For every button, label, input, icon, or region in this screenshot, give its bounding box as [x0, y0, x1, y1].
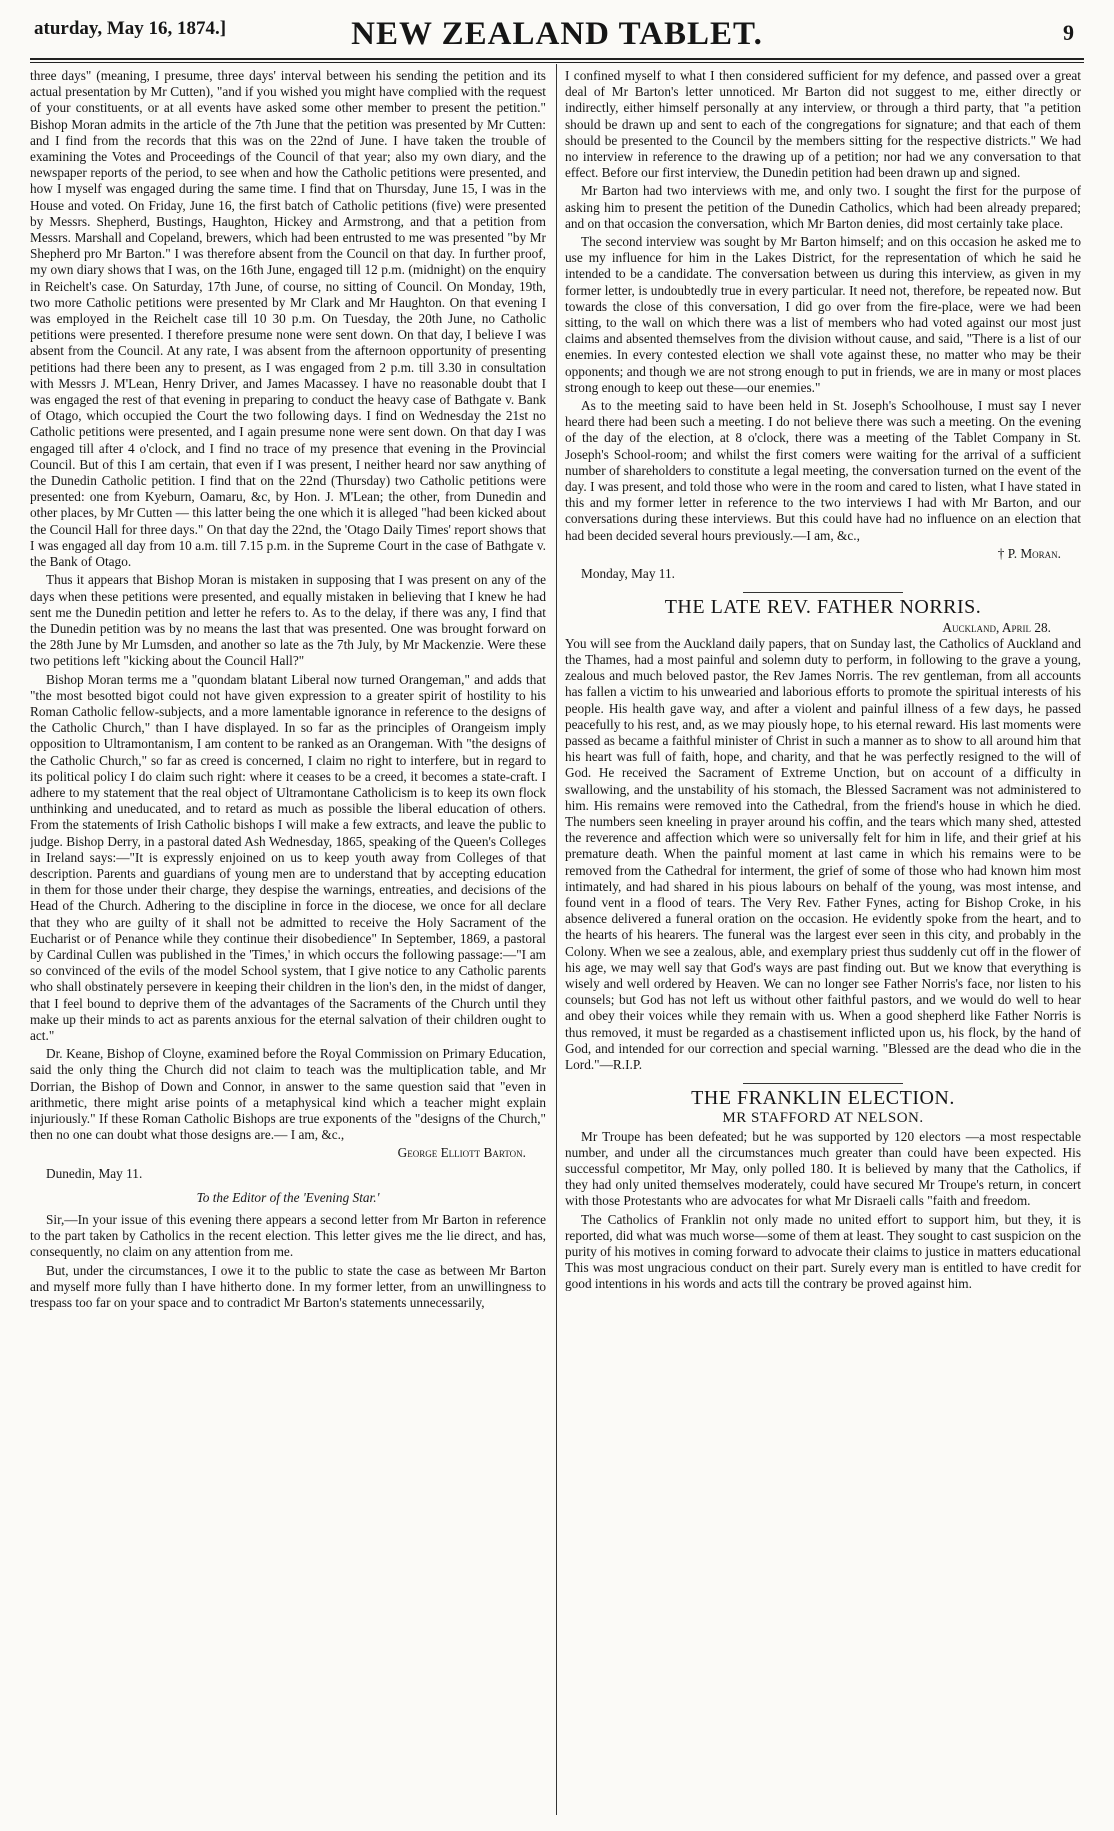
barton-letter-paragraph: three days" (meaning, I presume, three days' interval between his sending the petition and its actual presentation by Mr Cutten), "and if you wished you might have complied with the request of your constituents, or at all events have asked some other member to present the petition." Bishop Moran admits in the article of the 7th June that the petition was presented by Mr Cutten: and I find from the records that this was on the 22nd of June. I have taken the trouble of examining the Votes and Proceedings of the Council of that year; also my own diary, and the newspaper reports of the period, to see when and how the Catholic petitions were presented, and how I myself was engaged during the same time. I find that on Thursday, June 15, I was in the House and voted. On Friday, June 16, the first batch of Catholic petitions (five) were presented by Messrs. Shepherd, Bustings, Haughton, Hickey and Armstrong, and that a petition from Messrs. Marshall and Copeland, brewers, which had been entrusted to me was presented "by Mr Shepherd pro Mr Barton." I was therefore absent from the Council on that day. In further proof, my own diary shows that I was, on the 16th June, engaged till 12 p.m. (midnight) on the enquiry in Reichelt's case. On Saturday, 17th June, of course, no sitting of Council. On Monday, 19th, two more Catholic petitions were presented by Mr Clark and Mr Haughton. On that evening I was employed in the Reichelt case till 10 30 p.m. On Tuesday, the 20th June, no Catholic petitions were presented. I therefore presume none were sent down. On that day, I believe I was absent from the Council. At any rate, I was absent from the afternoon opportunity of presenting petitions had there been any to present, as I was engaged from 2 p.m. till 3.30 in consultation with Messrs J. M'Lean, Henry Driver, and James Macassey. I have no reasonable doubt that I was engaged the rest of that evening in preparing to conduct the heavy case of Bathgate v. Bank of Otago, which occupied the Court the two following days. I find on Wednesday the 21st no Catholic petitions were presented, and I again presume none were sent down. On that day I was engaged till after 4 o'clock, and I find no trace of my presence that evening in the Provincial Council. But of this I am certain, that even if I was present, I neither heard nor saw anything of the Dunedin Catholic petition. I find that on the 22nd (Thursday) two Catholic petitions were presented: one from Kyeburn, Oamaru, &c, by Hon. J. M'Lean; the other, from Dunedin and other places, by Mr Cutten — this latter being the one which it is alleged "had been kicked about the Council Hall for three days." On that day the 22nd, the 'Otago Daily Times' report shows that I was engaged all day from 10 a.m. till 7.15 p.m. in the Supreme Court in the case of Bathgate v. the Bank of Otago.: [30, 68, 546, 570]
barton-letter-paragraph: Thus it appears that Bishop Moran is mistaken in supposing that I was present on any of the days when these petitions were presented, and equally mistaken in believing that I knew he had sent me the Dunedin petition and letter he refers to. As to the delay, if there was any, I find that the Dunedin petition was by no means the last that was presented. One was brought forward on the 28th June by Mr Lumsden, and another so late as the 7th July, by Mr Mackenzie. Were these two petitions left "kicking about the Council Hall?": [30, 572, 546, 669]
moran-letter-paragraph: The second interview was sought by Mr Barton himself; and on this occasion he asked me to use my influence for him in the Lakes District, for the representation of which he said he intended to be a candidate. The conversation between us during this interview, as given in my former letter, is undoubtedly true in every particular. It need not, therefore, be repeated now. But towards the close of this conversation, I did go over from the fire-place, were we had been sitting, to the wall on which there was a list of members who had voted against our most just claims and absented themselves from the division without cause, and said, "There is a list of our enemies. In every contested election we shall vote against these, no matter who may be their opponents; and though we are not strong enough to put in friends, we are in many or most places strong enough to keep out these—our enemies.": [565, 234, 1081, 395]
right-column: [565, 68, 1081, 1817]
heading-father-norris: THE LATE REV. FATHER NORRIS.: [664, 596, 982, 619]
moran-letter-paragraph: Sir,—In your issue of this evening there appears a second letter from Mr Barton in reference to the part taken by Catholics in the recent election. This letter gives me the lie direct, and has, consequently, no claim on any attention from me.: [30, 1212, 546, 1260]
editor-address: To the Editor of the 'Evening Star.': [196, 1189, 380, 1205]
franklin-article-paragraph: The Catholics of Franklin not only made no united effort to support him, but they, it is reported, did what was much worse—some of them at least. They sought to cast suspicion on the purity of his motives in coming forward to advocate their claims to justice in matters educational This was most ungracious conduct on their part. Surely every man is entitled to have credit for good intentions in his words and acts till the contrary be proved against him.: [565, 1211, 1081, 1292]
section-separator: [743, 1083, 903, 1084]
masthead-title: NEW ZEALAND TABLET.: [351, 16, 763, 52]
page-number: 9: [1063, 20, 1074, 45]
issue-date: aturday, May 16, 1874.]: [34, 18, 227, 39]
dateline-dunedin: Dunedin, May 11.: [46, 1165, 143, 1181]
subheading-stafford-nelson: MR STAFFORD AT NELSON.: [722, 1110, 924, 1127]
column-divider: [556, 64, 557, 1815]
header-rule-thin: [30, 62, 1084, 63]
norris-article-paragraph: You will see from the Auckland daily papers, that on Sunday last, the Catholics of Auckland and the Thames, had a most painful and solemn duty to perform, in following to the grave a young, zealous and much beloved pastor, the Rev James Norris. The rev gentleman, from all accounts has fallen a victim to his unwearied and laborious efforts to promote the spiritual interests of his people. His health gave way, and after a violent and painful illness of a few days, he passed peacefully to his rest, and, as we may piously hope, to his eternal reward. His last moments were passed as became a faithful minister of Christ in such a manner as to show to all around him that his heart was full of faith, hope, and charity, and that he was perfectly resigned to the will of God. He received the Sacrament of Extreme Unction, but on account of a difficulty in swallowing, and the unstability of his stomach, the Blessed Sacrament was not administered to him. His remains were removed into the Cathedral, from the friend's house in which he died. The numbers seen kneeling in prayer around his coffin, and the tears which many shed, attested the reverence and affection which were so universally felt for him in life, and their grief at his premature death. When the painful moment at last came in which his remains were to be removed from the Cathedral for interment, the grief of some of those who had known him most intimately, and had shared in his pious labours on behalf of the young, was most intense, and found vent in a flood of tears. The Very Rev. Father Fynes, acting for Bishop Croke, in his absence delivered a funeral oration on the occasion. He evidently spoke from the heart, and to the hearts of his hearers. The funeral was the largest ever seen in this city, and probably in the Colony. When we see a zealous, able, and exemplary priest thus suddenly cut off in the flower of his age, we may well say that God's ways are past finding out. But we know that everything is wisely and well ordered by Heaven. We can no longer see Father Norris's face, nor listen to his counsels; but God has not left us without other faithful pastors, and we would do well to hear and obey their voices while they remain with us. When a good shepherd like Father Norris is thus removed, it must be regarded as a chastisement inflicted upon us, his flock, by the hand of God, and intended for our correction and special warning. "Blessed are the dead who die in the Lord."—R.I.P.: [565, 635, 1081, 1072]
barton-letter-paragraph: Bishop Moran terms me a "quondam blatant Liberal now turned Orangeman," and adds that "the most besotted bigot could not have given expression to a greater spirit of hostility to his Roman Catholic fellow-subjects, and a more lamentable ignorance in reference to the designs of the Catholic Church," than I have displayed. In so far as the principles of Orangeism imply opposition to Ultramontanism, I am content to be ranked as an Orangeman. With "the designs of the Catholic Church," so far as creed is concerned, I claim no right to interfere, but in regard to its political policy I do claim such right: where it ceases to be a creed, it becomes a state-craft. I adhere to my statement that the real object of Ultramontane Catholicism is to keep its own flock unthinking and uneducated, and to retard as much as possible the liberal education of others. From the statements of Irish Catholic bishops I will make a few extracts, and leave the public to judge. Bishop Derry, in a pastoral dated Ash Wednesday, 1865, speaking of the Queen's Colleges in Ireland says:—"It is expressly enjoined on us to keep youth away from Colleges of that description. Parents and guardians of young men are to understand that by accepting education in them for those under their charge, they despise the warnings, entreaties, and decisions of the Head of the Church. Adhering to the discipline in force in the diocese, we once for all declare that they who are guilty of it shall not be admitted to receive the Holy Sacrament of the Eucharist or of Penance while they continue their disobedience" In September, 1869, a pastoral by Cardinal Cullen was published in the 'Times,' in which occurs the following passage:—"I am so convinced of the evils of the model School system, that I give notice to any Catholic parents who shall obstinately persevere in keeping their children in the lion's den, in the midst of danger, that I feel bound to deprive them of the advantages of the Sacraments of the Church until they make up their minds to act as parents anxious for the eternal salvation of their children ought to act.": [30, 671, 546, 1043]
page-header: [0, 0, 1114, 62]
moran-letter-paragraph: But, under the circumstances, I owe it to the public to state the case as between Mr Barton and myself more fully than I have hitherto done. In my former letter, from an unwillingness to trespass too far on your space and to contradict Mr Barton's statements unnecessarily,: [30, 1262, 546, 1311]
barton-letter-paragraph: Dr. Keane, Bishop of Cloyne, examined before the Royal Commission on Primary Education, said the only thing the Church did not claim to teach was the multiplication table, and Mr Dorrian, the Bishop of Down and Connor, in answer to the same question said that "even in arithmetic, there might arise points of a metaphysical kind which a teacher might explain injuriously." If these Roman Catholic Bishops are true exponents of the "designs of the Church," then no one can doubt what those designs are.— I am, &c.,: [30, 1046, 546, 1143]
franklin-article-paragraph: Mr Troupe has been defeated; but he was supported by 120 electors —a most respectable number, and under all the circumstances much greater than could have been expected. His successful competitor, Mr May, only polled 180. It is believed by many that the Catholics, if they had only united themselves moderately, could have secured Mr Troupe's return, in concert with those Protestants who are advocates for what Mr Disraeli calls "faith and freedom.: [565, 1128, 1081, 1209]
left-column: [30, 68, 546, 1817]
header-rule: [30, 58, 1084, 60]
section-separator: [743, 592, 903, 593]
dateline-monday: Monday, May 11.: [581, 566, 675, 582]
moran-letter-paragraph: As to the meeting said to have been held in St. Joseph's Schoolhouse, I must say I never heard there had been such a meeting. I do not believe there was such a meeting. On the evening of the day of the election, at 8 o'clock, there was a meeting of the Tablet Company in St. Joseph's School-room; and whilst the first comers were waiting for the arrival of a sufficient number of shareholders to constitute a legal meeting, the conversation turned on the event of the day. I was present, and told those who were in the room and cared to listen, what I have stated in this and my former letter in reference to the two interviews I had with Mr Barton, and our conversations during these interviews. But this could have had no influence on an election that had been decided several hours previously.—I am, &c.,: [565, 398, 1081, 543]
placeline-auckland: Auckland, April 28.: [942, 619, 1051, 635]
moran-letter-paragraph: Mr Barton had two interviews with me, and only two. I sought the first for the purpose of asking him to present the petition of the Dunedin Catholics, which had been already prepared; and on that occasion the conversation, which Mr Barton denies, did most certainly take place.: [565, 183, 1081, 231]
signature-moran: † P. Moran.: [997, 545, 1061, 561]
signature-barton: George Elliott Barton.: [397, 1145, 526, 1161]
heading-franklin-election: THE FRANKLIN ELECTION.: [691, 1087, 955, 1110]
moran-letter-paragraph: I confined myself to what I then considered sufficient for my defence, and passed over a great deal of Mr Barton's letter unnoticed. Mr Barton did not suggest to me, either directly or indirectly, either himself personally at any interview, or through a third party, that "a petition should be drawn up and sent to each of the congregations for signature; and that each of them should be presented to the Council by the members sitting for the respective districts." We had no interview in reference to the drawing up of a petition; nor had we any conversation to that effect. Before our first interview, the Dunedin petition had been drawn up and signed.: [565, 68, 1081, 181]
